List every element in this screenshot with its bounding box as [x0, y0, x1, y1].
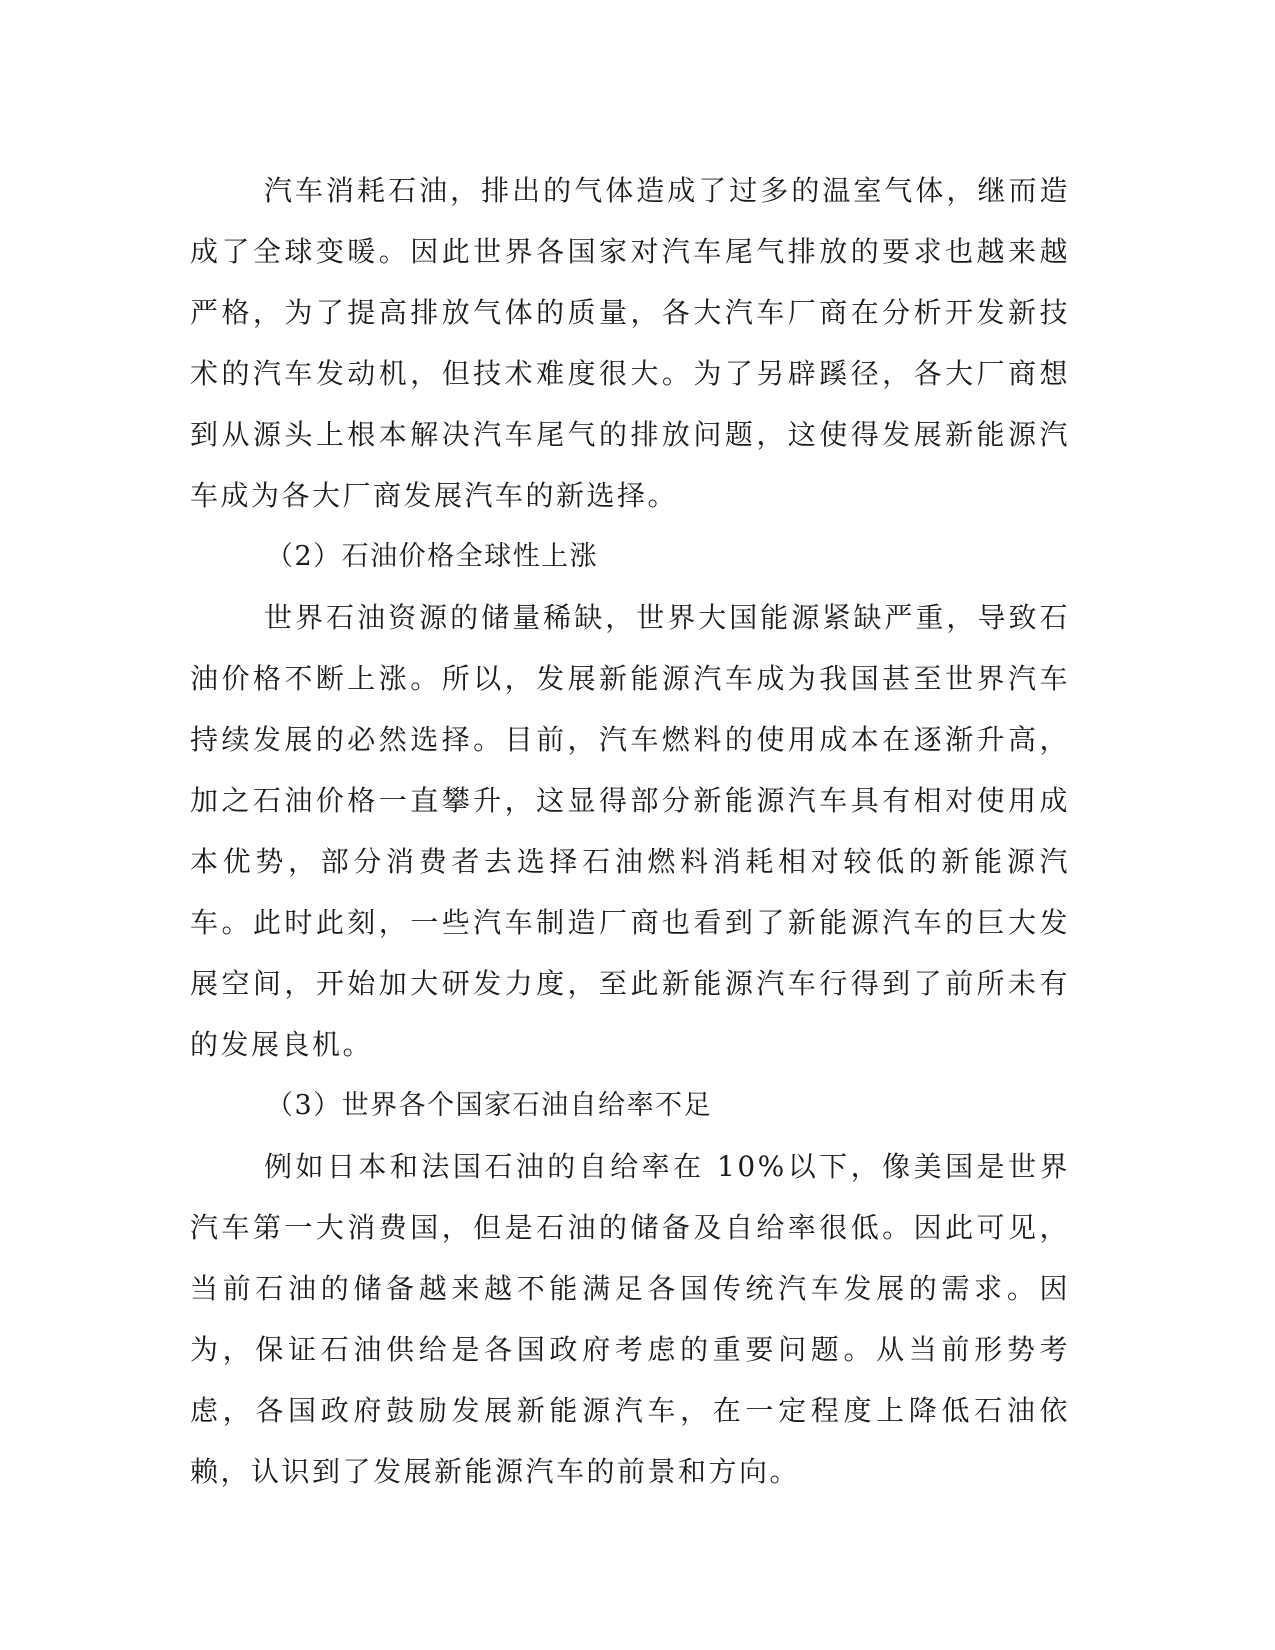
paragraph-oil-self-sufficiency: 例如日本和法国石油的自给率在 10%以下，像美国是世界汽车第一大消费国，但是石油的储备及自给率很低。因此可见，当前石油的储备越来越不能满足各国传统汽车发展的需求。因为，保证石油供给是各国政府考虑的重要问题。从当前形势考虑，各国政府鼓励发展新能源汽车，在一定程度上降低石油依赖，认识到了发展新能源汽车的前景和方向。: [190, 1150, 1070, 1488]
document-body: [190, 160, 1070, 1502]
paragraph-oil-price: 世界石油资源的储量稀缺，世界大国能源紧缺严重，导致石油价格不断上涨。所以，发展新能源汽车成为我国甚至世界汽车持续发展的必然选择。目前，汽车燃料的使用成本在逐渐升高，加之石油价格一直攀升，这显得部分新能源汽车具有相对使用成本优势，部分消费者去选择石油燃料消耗相对较低的新能源汽车。此时此刻，一些汽车制造厂商也看到了新能源汽车的巨大发展空间，开始加大研发力度，至此新能源汽车行得到了前所未有的发展良机。: [190, 601, 1070, 1061]
section-heading-oil-price-rise: （2）石油价格全球性上涨: [266, 541, 599, 572]
section-heading-oil-self-sufficiency: （3）世界各个国家石油自给率不足: [266, 1090, 713, 1121]
paragraph-greenhouse-emissions: 汽车消耗石油，排出的气体造成了过多的温室气体，继而造成了全球变暖。因此世界各国家对汽车尾气排放的要求也越来越严格，为了提高排放气体的质量，各大汽车厂商在分析开发新技术的汽车发动机，但技术难度很大。为了另辟蹊径，各大厂商想到从源头上根本解决汽车尾气的排放问题，这使得发展新能源汽车成为各大厂商发展汽车的新选择。: [190, 174, 1070, 512]
